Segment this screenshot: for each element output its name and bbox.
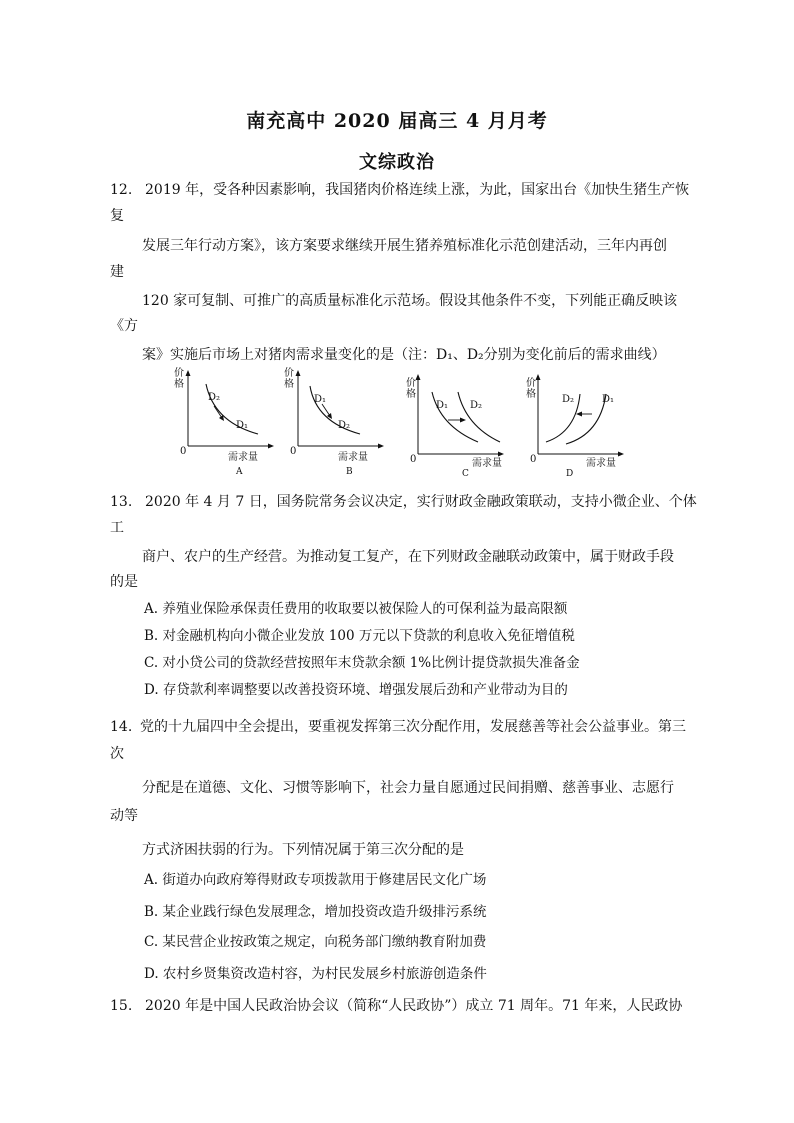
graph-d-label: D <box>566 469 574 479</box>
q12-line-5: 120 家可复制、可推广的高质量标准化示范场。假设其他条件不变，下列能正确反映该 <box>142 293 678 309</box>
graph-b-y-axis-1: 价 <box>284 368 294 379</box>
graph-b-y-axis-2: 格 <box>284 379 294 390</box>
q13-number: 13. <box>110 494 133 510</box>
q14-option-d: D. 农村乡贤集资改造村容，为村民发展乡村旅游创造条件 <box>144 966 487 982</box>
graph-b-curve-2: D₂ <box>338 420 351 431</box>
q14-line-3: 分配是在道德、文化、习惯等影响下，社会力量自愿通过民间捐赠、慈善事业、志愿行 <box>142 780 674 796</box>
q13-option-c: C. 对小贷公司的贷款经营按照年末贷款余额 1%比例计提贷款损失准备金 <box>144 655 580 671</box>
graph-d-x-axis: 需求量 <box>586 458 616 469</box>
q12-line-3: 发展三年行动方案》，该方案要求继续开展生猪养殖标准化示范创建活动，三年内再创 <box>142 238 667 254</box>
graph-c-curve-2: D₂ <box>470 400 483 411</box>
graph-a-y-axis-1: 价 <box>174 368 184 379</box>
graph-c-label: C <box>462 469 469 479</box>
exam-subject: 文综政治 <box>359 152 435 173</box>
q13-option-d: D. 存贷款利率调整要以改善投资环境、增强发展后劲和产业带动为目的 <box>144 682 568 698</box>
q14-option-a: A. 街道办向政府筹得财政专项拨款用于修建居民文化广场 <box>144 872 487 888</box>
graph-c <box>396 364 508 479</box>
graph-a-curve-2: D₁ <box>236 420 249 431</box>
q14-line-5: 方式济困扶弱的行为。下列情况属于第三次分配的是 <box>142 842 464 858</box>
q13-line-3: 商户、农户的生产经营。为推动复工复产，在下列财政金融联动政策中，属于财政手段 <box>142 549 674 565</box>
q12-line-6: 《方 <box>110 318 138 334</box>
q14-line-1: 党的十九届四中全会提出，要重视发挥第三次分配作用，发展慈善等社会公益事业。第三 <box>140 719 686 735</box>
q15-number: 15. <box>110 998 133 1014</box>
q13-option-b: B. 对金融机构向小微企业发放 100 万元以下贷款的利息收入免征增值税 <box>144 628 575 644</box>
graph-d-curve-1: D₂ <box>562 394 575 405</box>
graph-c-x-axis: 需求量 <box>472 458 502 469</box>
graph-a-y-axis-2: 格 <box>174 379 184 390</box>
exam-title: 南充高中 2020 届高三 4 月月考 <box>246 110 548 132</box>
graph-a-x-axis: 需求量 <box>228 452 258 463</box>
q13-line-1: 2020 年 4 月 7 日，国务院常务会议决定，实行财政金融政策联动，支持小微企业、个体 <box>145 494 697 510</box>
q15-line-1: 2020 年是中国人民政治协会议（简称“人民政协”）成立 71 周年。71 年来，人民政协 <box>145 998 683 1014</box>
q12-line-7: 案》实施后市场上对猪肉需求量变化的是（注：D₁、D₂分别为变化前后的需求曲线） <box>142 347 666 363</box>
graph-a-origin: 0 <box>180 446 187 457</box>
graph-b-origin: 0 <box>290 446 297 457</box>
graph-d-y-axis-1: 价 <box>526 378 536 389</box>
graph-a-label: A <box>236 467 243 477</box>
q13-line-2: 工 <box>110 520 124 536</box>
graph-d-curve-2: D₁ <box>602 394 615 405</box>
graph-c-origin: 0 <box>410 454 417 465</box>
q14-number: 14. <box>110 719 133 735</box>
q14-line-2: 次 <box>110 746 124 762</box>
q14-line-4: 动等 <box>110 808 138 824</box>
q12-number: 12. <box>110 182 133 198</box>
q12-line-1: 2019 年，受各种因素影响，我国猪肉价格连续上涨，为此，国家出台《加快生猪生产恢 <box>145 182 690 198</box>
graph-b-curve-1: D₁ <box>314 394 327 405</box>
q14-option-b: B. 某企业践行绿色发展理念，增加投资改造升级排污系统 <box>144 904 487 920</box>
q12-line-2: 复 <box>110 208 124 224</box>
q13-line-4: 的是 <box>110 574 138 590</box>
graph-b-label: B <box>346 467 353 477</box>
graph-c-y-axis-2: 格 <box>406 389 416 400</box>
graph-d <box>516 364 628 479</box>
graph-a-curve-1: D₂ <box>208 392 221 403</box>
graph-d-origin: 0 <box>530 454 537 465</box>
q14-option-c: C. 某民营企业按政策之规定，向税务部门缴纳教育附加费 <box>144 934 487 950</box>
graph-c-curve-1: D₁ <box>436 400 449 411</box>
graph-c-y-axis-1: 价 <box>406 378 416 389</box>
graph-d-y-axis-2: 格 <box>526 389 536 400</box>
graph-b-x-axis: 需求量 <box>338 452 368 463</box>
graph-b <box>276 364 388 476</box>
graph-a <box>166 364 278 476</box>
q12-line-4: 建 <box>110 264 124 280</box>
q13-option-a: A. 养殖业保险承保责任费用的收取要以被保险人的可保利益为最高限额 <box>144 601 568 617</box>
